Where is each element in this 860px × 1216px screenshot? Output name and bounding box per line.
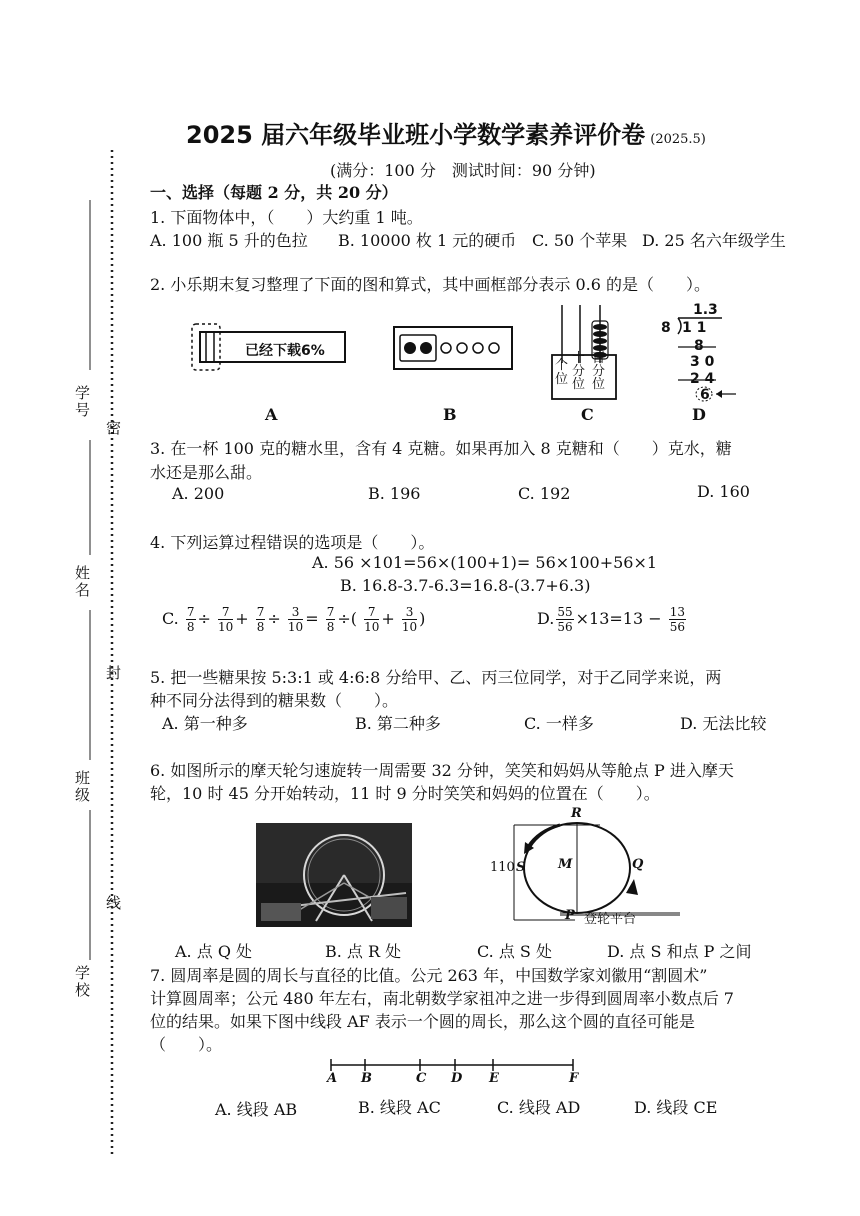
q2-label-a: A xyxy=(265,405,278,424)
abacus-label-ge: 个位 xyxy=(555,358,569,387)
q5-option-b: B. 第二种多 xyxy=(355,714,441,733)
q7-stem-line4: （ ）。 xyxy=(150,1035,223,1054)
diagram-label-s: S xyxy=(516,860,526,875)
section-heading: 一、选择（每题 2 分，共 20 分） xyxy=(150,183,398,202)
q7-stem-line3: 位的结果。如果下图中线段 AF 表示一个圆的周长，那么这个圆的直径可能是 xyxy=(150,1012,695,1031)
diagram-platform-label: 登轮平台 xyxy=(584,912,637,927)
q3-option-d: D. 160 xyxy=(697,482,750,501)
q4-stem: 4. 下列运算过程错误的选项是（ ）。 xyxy=(150,533,435,552)
side-label-number: 学号 xyxy=(73,385,91,419)
diagram-height-label: 110 xyxy=(490,860,515,875)
diagram-label-m: M xyxy=(558,857,573,872)
q6-option-c: C. 点 S 处 xyxy=(477,942,552,961)
q3-option-c: C. 192 xyxy=(518,484,571,503)
abacus-label-shifen: 十分位 xyxy=(572,351,586,392)
side-fill-lines xyxy=(80,200,110,1000)
div-quotient: 1.3 xyxy=(693,302,718,318)
q4-option-c: C. $\frac{7}{8}$ ÷ $\frac{7}{10}$ + $\frac{7}{8}$ ÷ $\frac{3}{10}$ = $\frac{7}{8}$ ÷( $\frac{7}{10}$ + $\frac{3}{10}$ ) xyxy=(162,605,426,634)
div-divisor: 8 xyxy=(661,320,671,336)
q7-stem-line1: 7. 圆周率是圆的周长与直径的比值。公元 263 年，中国数学家刘徽用“割圆术” xyxy=(150,966,708,985)
point-e: E xyxy=(489,1071,499,1086)
q4-option-d: D. $\frac{55}{56}$ ×13=13 − $\frac{13}{56}$ xyxy=(537,605,686,634)
q6-stem-line2: 轮，10 时 45 分开始转动，11 时 9 分时笑笑和妈妈的位置在（ ）。 xyxy=(150,784,660,803)
point-c: C xyxy=(416,1071,427,1086)
q1-option-d: D. 25 名六年级学生 xyxy=(642,231,786,250)
point-a: A xyxy=(327,1071,338,1086)
page-title: 2025 届六年级毕业班小学数学素养评价卷 xyxy=(186,121,646,149)
exam-subtitle: (满分：100 分 测试时间：90 分钟) xyxy=(330,161,596,180)
q2-label-b: B xyxy=(443,405,457,424)
q6-stem-line1: 6. 如图所示的摩天轮匀速旋转一周需要 32 分钟，笑笑和妈妈从等舱点 P 进入摩天 xyxy=(150,761,734,780)
q5-stem-line2: 种不同分法得到的糖果数（ ）。 xyxy=(150,691,399,710)
q4-option-a: A. 56 ×101=56×(100+1)= 56×100+56×1 xyxy=(312,553,658,572)
div-row-3: 2 4 xyxy=(690,371,715,387)
q2-figure-b xyxy=(392,325,516,373)
q6-option-d: D. 点 S 和点 P 之间 xyxy=(607,942,752,961)
q3-option-b: B. 196 xyxy=(368,484,421,503)
q5-option-c: C. 一样多 xyxy=(524,714,594,733)
q7-option-d: D. 线段 CE xyxy=(634,1098,718,1117)
side-label-school: 学校 xyxy=(73,965,91,999)
q5-stem-line1: 5. 把一些糖果按 5:3:1 或 4:6:8 分给甲、乙、丙三位同学，对于乙同学来说，两 xyxy=(150,668,722,687)
q1-option-c: C. 50 个苹果 xyxy=(532,231,628,250)
q7-option-b: B. 线段 AC xyxy=(358,1098,441,1117)
q1-option-a: A. 100 瓶 5 升的色拉 xyxy=(150,231,308,250)
q7-option-a: A. 线段 AB xyxy=(215,1100,298,1119)
point-b: B xyxy=(361,1071,372,1086)
div-dividend: 1 1 xyxy=(682,320,707,336)
abacus-label-baifen: 百分位 xyxy=(592,351,606,392)
q1-option-b: B. 10000 枚 1 元的硬币 xyxy=(338,231,517,250)
q7-option-c: C. 线段 AD xyxy=(497,1098,581,1117)
div-row-4: 6 xyxy=(700,387,710,403)
div-row-2: 3 0 xyxy=(690,354,715,370)
diagram-label-r: R xyxy=(571,806,582,821)
q7-stem-line2: 计算圆周率；公元 480 年左右，南北朝数学家祖冲之进一步得到圆周率小数点后 7 xyxy=(150,989,734,1008)
div-row-1: 8 xyxy=(694,338,704,354)
exam-date: (2025.5) xyxy=(650,132,706,147)
ferris-wheel-photo xyxy=(256,823,412,927)
q2-stem: 2. 小乐期末复习整理了下面的图和算式，其中画框部分表示 0.6 的是（ ）。 xyxy=(150,275,710,294)
seal-mark-feng: 封 xyxy=(104,665,122,682)
diagram-label-p: P xyxy=(565,908,575,923)
diagram-label-q: Q xyxy=(632,857,644,872)
q2-label-c: C xyxy=(581,405,594,424)
point-f: F xyxy=(569,1071,579,1086)
q3-stem-line2: 水还是那么甜。 xyxy=(150,463,263,482)
q5-option-a: A. 第一种多 xyxy=(162,714,248,733)
q1-stem: 1. 下面物体中，（ ）大约重 1 吨。 xyxy=(150,208,423,227)
point-d: D xyxy=(451,1071,463,1086)
q2-label-d: D xyxy=(692,405,706,424)
seal-mark-mi: 密 xyxy=(104,420,122,437)
q3-option-a: A. 200 xyxy=(172,484,225,503)
q3-stem-line1: 3. 在一杯 100 克的糖水里，含有 4 克糖。如果再加入 8 克糖和（ ）克水，糖 xyxy=(150,439,732,458)
q6-option-a: A. 点 Q 处 xyxy=(175,942,253,961)
q4-option-b: B. 16.8-3.7-6.3=16.8-(3.7+6.3) xyxy=(340,576,591,595)
segment-af xyxy=(325,1058,580,1072)
q2-progress-text: 已经下载6% xyxy=(245,343,325,359)
side-label-class: 班级 xyxy=(73,770,91,804)
side-label-name: 姓名 xyxy=(73,565,91,599)
q6-option-b: B. 点 R 处 xyxy=(325,942,402,961)
q5-option-d: D. 无法比较 xyxy=(680,714,767,733)
seal-mark-xian: 线 xyxy=(104,895,122,912)
